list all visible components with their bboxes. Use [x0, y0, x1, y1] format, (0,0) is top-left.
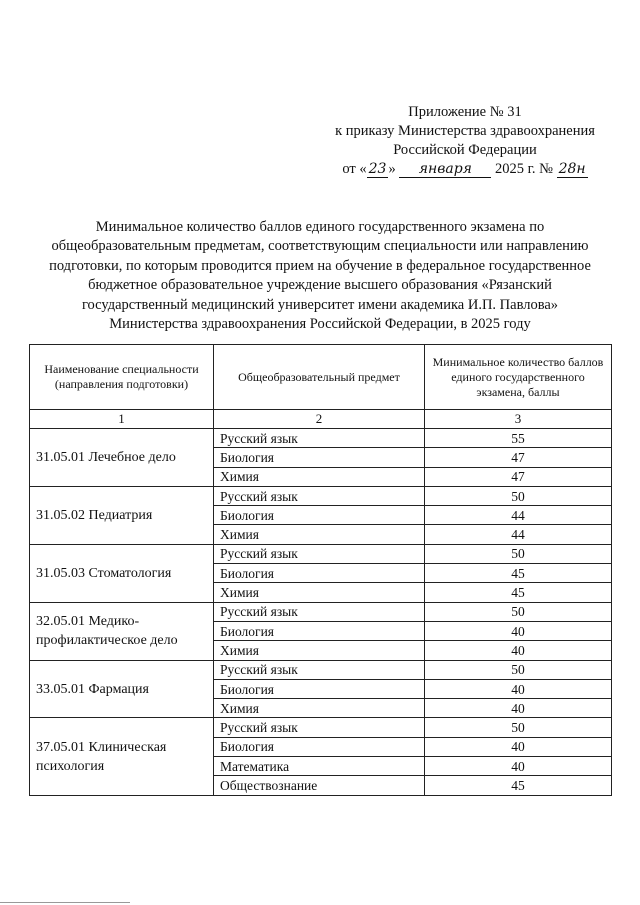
specialty-cell: 31.05.03 Стоматология	[30, 544, 214, 602]
subject-cell: Химия	[214, 641, 425, 660]
table-row	[30, 718, 612, 737]
column-number-2: 2	[214, 410, 425, 429]
table-row	[30, 429, 612, 448]
subject-cell: Обществознание	[214, 776, 425, 795]
score-cell: 40	[425, 737, 612, 756]
score-cell: 50	[425, 660, 612, 679]
specialty-cell: 33.05.01 Фармация	[30, 660, 214, 718]
table-numbering-row	[30, 410, 612, 429]
score-cell: 47	[425, 467, 612, 486]
title-line-1: Минимальное количество баллов единого государственного экзамена по	[95, 219, 545, 235]
order-month: января	[399, 161, 491, 178]
score-cell: 45	[425, 564, 612, 583]
table-row	[30, 486, 612, 505]
subject-cell: Биология	[214, 506, 425, 525]
table-row	[30, 602, 612, 621]
header-subject: Общеобразовательный предмет	[214, 345, 425, 410]
title-line-3: подготовки, по которым проводится прием на обучение в федеральное государственное	[49, 257, 591, 274]
title-line-6: Министерства здравоохранения Российской Федерации, в 2025 году	[109, 316, 531, 333]
subject-cell: Химия	[214, 699, 425, 718]
table-body	[30, 429, 612, 796]
subject-cell: Русский язык	[214, 544, 425, 563]
header-min-score: Минимальное количество баллов единого государственного экзамена, баллы	[425, 345, 612, 410]
subject-cell: Химия	[214, 525, 425, 544]
score-cell: 40	[425, 699, 612, 718]
column-number-3: 3	[425, 410, 612, 429]
score-cell: 45	[425, 583, 612, 602]
score-cell: 40	[425, 757, 612, 776]
subject-cell: Биология	[214, 564, 425, 583]
order-year: 2025 г. №	[494, 161, 553, 177]
order-reference: к приказу Министерства здравоохранения	[335, 123, 595, 139]
score-cell: 50	[425, 718, 612, 737]
score-cell: 44	[425, 525, 612, 544]
appendix-header	[320, 103, 610, 179]
score-cell: 55	[425, 429, 612, 448]
score-cell: 40	[425, 641, 612, 660]
header-specialty: Наименование специальности (направления подготовки)	[30, 345, 214, 410]
subject-cell: Биология	[214, 737, 425, 756]
score-cell: 40	[425, 621, 612, 640]
score-cell: 50	[425, 544, 612, 563]
specialty-cell: 32.05.01 Медико-профилактическое дело	[30, 602, 214, 660]
title-line-5: государственный медицинский университет имени академика И.П. Павлова»	[81, 296, 559, 313]
specialty-cell: 37.05.01 Клиническая психология	[30, 718, 214, 795]
specialty-cell: 31.05.01 Лечебное дело	[30, 429, 214, 487]
order-quote: »	[388, 161, 396, 177]
scores-table	[29, 344, 612, 796]
ministry-country: Российской Федерации	[393, 142, 537, 158]
table-row	[30, 544, 612, 563]
table-row	[30, 660, 612, 679]
specialty-cell: 31.05.02 Педиатрия	[30, 486, 214, 544]
table-header-row	[30, 345, 612, 410]
subject-cell: Русский язык	[214, 718, 425, 737]
subject-cell: Математика	[214, 757, 425, 776]
score-cell: 50	[425, 602, 612, 621]
order-number: 28н	[558, 161, 586, 177]
subject-cell: Биология	[214, 448, 425, 467]
score-cell: 45	[425, 776, 612, 795]
subject-cell: Биология	[214, 679, 425, 698]
score-cell: 40	[425, 679, 612, 698]
score-cell: 47	[425, 448, 612, 467]
subject-cell: Русский язык	[214, 429, 425, 448]
appendix-number: Приложение № 31	[408, 104, 522, 120]
subject-cell: Русский язык	[214, 486, 425, 505]
column-number-1: 1	[30, 410, 214, 429]
footer-rule	[0, 902, 130, 903]
subject-cell: Русский язык	[214, 660, 425, 679]
score-cell: 44	[425, 506, 612, 525]
title-line-2: общеобразовательным предметам, соответствующим специальности или направлению	[51, 238, 589, 255]
order-date-line	[320, 160, 610, 179]
document-title	[30, 218, 610, 334]
order-day: 23	[368, 161, 387, 177]
subject-cell: Русский язык	[214, 602, 425, 621]
score-cell: 50	[425, 486, 612, 505]
subject-cell: Биология	[214, 621, 425, 640]
order-prefix: от «	[342, 161, 367, 177]
title-line-4: бюджетное образовательное учреждение высшего образования «Рязанский	[88, 277, 552, 294]
subject-cell: Химия	[214, 583, 425, 602]
subject-cell: Химия	[214, 467, 425, 486]
